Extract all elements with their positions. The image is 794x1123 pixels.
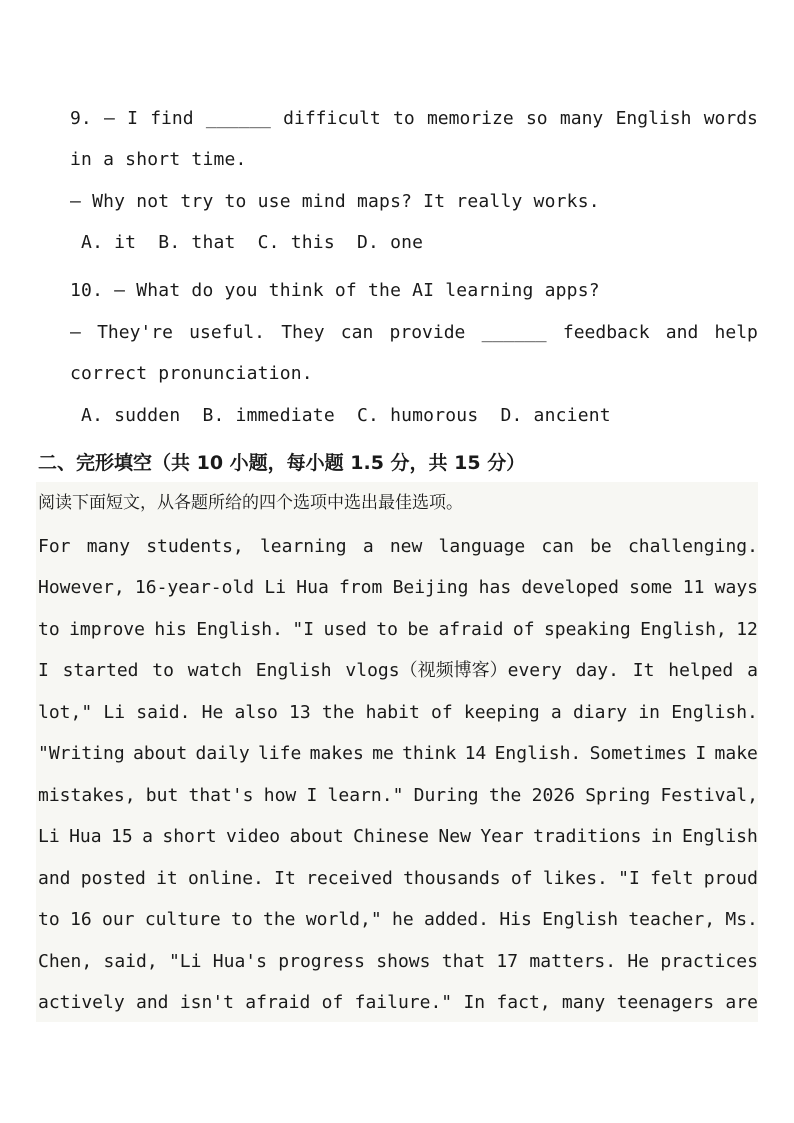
word: improve: [69, 619, 145, 640]
passage-line-words: [38, 659, 758, 683]
word: habit: [365, 702, 420, 723]
passage-line-words: [38, 950, 758, 974]
passage-line: [38, 659, 758, 683]
passage-line: [38, 784, 758, 808]
word: culture: [144, 909, 221, 930]
question-10-options: A. sudden B. immediate C. humorous D. ancient: [70, 405, 611, 426]
word: speaking: [543, 619, 631, 640]
word: failure.": [354, 992, 453, 1013]
word: it: [156, 868, 178, 889]
word: our: [102, 909, 135, 930]
word: useful.: [189, 322, 265, 343]
word: During: [413, 785, 479, 806]
passage-line: [38, 950, 758, 974]
word: and: [136, 992, 169, 1013]
word: 14: [464, 743, 487, 764]
passage-line-words: [38, 784, 758, 808]
word: 17: [496, 951, 519, 972]
word: said.: [136, 702, 191, 723]
word: "I: [292, 619, 315, 640]
word: to: [393, 108, 415, 129]
word: received: [306, 868, 393, 889]
word: words: [703, 108, 758, 129]
word: Beijing: [392, 577, 469, 598]
word: Li: [264, 577, 287, 598]
word: English,: [640, 619, 727, 640]
passage-line: [38, 576, 758, 600]
word: make: [714, 743, 758, 764]
word: teacher,: [628, 909, 716, 930]
word: isn't: [179, 992, 234, 1013]
word: to: [376, 619, 398, 640]
word: daily: [195, 743, 250, 764]
word: posted: [80, 868, 146, 889]
word: His: [499, 909, 532, 930]
word: short: [162, 826, 217, 847]
passage-line-words: [38, 867, 758, 891]
question-10-stem: 10. — What do you think of the AI learning apps?: [70, 280, 600, 301]
word: of: [431, 702, 453, 723]
passage-line-words: [38, 701, 758, 725]
word: lot,": [38, 702, 93, 723]
word: mistakes,: [38, 785, 136, 806]
word: Chen,: [38, 951, 93, 972]
word: to: [152, 660, 174, 681]
word: some: [629, 577, 673, 598]
word: his: [154, 619, 187, 640]
word: think: [402, 743, 457, 764]
passage-line-words: [38, 991, 758, 1015]
question-9-stem-line-2: in a short time.: [70, 149, 247, 170]
passage-line: [38, 742, 758, 766]
word: to: [231, 909, 253, 930]
word: difficult: [283, 108, 381, 129]
word: It: [632, 660, 655, 681]
word: of: [512, 619, 535, 640]
word: Spring: [585, 785, 651, 806]
word: New: [438, 826, 471, 847]
word: about: [133, 743, 188, 764]
word: to: [38, 909, 60, 930]
word: the: [488, 785, 522, 806]
word: helped: [668, 660, 734, 681]
word: learn.": [327, 785, 404, 806]
word: Sometimes: [589, 743, 688, 764]
word: 13: [289, 702, 311, 723]
word: English.: [671, 702, 758, 723]
word: ______: [481, 322, 547, 343]
question-9-stem-line-1: [70, 107, 758, 131]
word: —: [70, 322, 81, 343]
word: said,: [103, 951, 158, 972]
word: a: [142, 826, 153, 847]
word: In: [463, 992, 486, 1013]
word: of: [510, 868, 533, 889]
word: English: [255, 660, 332, 681]
word: many: [559, 108, 604, 129]
passage-line: [38, 991, 758, 1015]
word: new: [389, 536, 423, 557]
word: life: [257, 743, 302, 764]
word: the: [263, 909, 296, 930]
word: can: [541, 536, 574, 557]
word: a: [747, 660, 758, 681]
word: about: [289, 826, 344, 847]
word: provide: [389, 322, 466, 343]
word: can: [340, 322, 374, 343]
word: English: [681, 826, 758, 847]
word: They: [281, 322, 325, 343]
word: For: [38, 536, 71, 557]
word: many: [561, 992, 606, 1013]
word: language: [438, 536, 526, 557]
word: has: [478, 577, 512, 598]
word: He: [627, 951, 650, 972]
word: 2026: [531, 785, 575, 806]
word: students,: [146, 536, 244, 557]
word: I: [127, 108, 138, 129]
word: be: [407, 619, 430, 640]
word: world,": [305, 909, 382, 930]
word: English.: [494, 743, 582, 764]
word: English: [542, 909, 619, 930]
passage-line: [38, 825, 758, 849]
word: and: [38, 868, 71, 889]
word: However,: [38, 577, 125, 598]
passage-line: [38, 701, 758, 725]
word: traditions: [533, 826, 642, 847]
question-9-options: A. it B. that C. this D. one: [70, 232, 424, 253]
word: in: [638, 702, 661, 723]
word: ______: [205, 108, 271, 129]
passage-line: [38, 535, 758, 559]
word: makes: [309, 743, 364, 764]
word: —: [103, 108, 115, 129]
word: are: [725, 992, 758, 1013]
section-instruction: 阅读下面短文，从各题所给的四个选项中选出最佳选项。: [38, 493, 463, 513]
word: 12: [736, 619, 758, 640]
passage-line-words: [38, 825, 758, 849]
word: also: [234, 702, 278, 723]
word: a: [550, 702, 562, 723]
word: the: [321, 702, 355, 723]
word: Li: [103, 702, 126, 723]
word: I: [38, 660, 49, 681]
word: Year: [480, 826, 524, 847]
question-10-reply-line-1: [70, 321, 758, 345]
word: started: [62, 660, 139, 681]
word: 15: [111, 826, 133, 847]
question-10-reply-line-2: correct pronunciation.: [70, 363, 313, 384]
word: Hua's: [212, 951, 267, 972]
word: day.: [575, 660, 619, 681]
word: challenging.: [627, 536, 758, 557]
word: be: [590, 536, 612, 557]
word: Hua: [296, 577, 329, 598]
word: me: [372, 743, 394, 764]
word: Festival,: [660, 785, 758, 806]
word: practices: [660, 951, 758, 972]
passage-line: [38, 908, 758, 932]
word: afraid: [245, 992, 311, 1013]
word: "Li: [168, 951, 202, 972]
word: keeping: [463, 702, 540, 723]
question-9-stem-words: [70, 107, 758, 131]
word: They're: [97, 322, 173, 343]
passage-line-words: [38, 618, 758, 642]
word: shows: [376, 951, 431, 972]
word: 16: [70, 909, 92, 930]
word: learning: [259, 536, 347, 557]
word: It: [274, 868, 296, 889]
word: Hua: [69, 826, 102, 847]
word: find: [150, 108, 194, 129]
word: to: [38, 619, 60, 640]
word: afraid: [438, 619, 504, 640]
word: actively: [38, 992, 125, 1013]
passage-line-words: [38, 908, 758, 932]
word: online.: [188, 868, 264, 889]
word: diary: [572, 702, 628, 723]
word: fact,: [496, 992, 551, 1013]
word: ways: [714, 577, 758, 598]
word: teenagers: [616, 992, 715, 1013]
word: "Writing: [38, 743, 125, 764]
word: watch: [187, 660, 242, 681]
word: from: [339, 577, 383, 598]
word: vlogs（视频博客）every: [345, 660, 562, 681]
word: I: [306, 785, 318, 806]
passage-line: [38, 618, 758, 642]
passage-line-words: [38, 576, 758, 600]
word: thousands: [403, 868, 501, 889]
word: English.: [196, 619, 283, 640]
word: He: [201, 702, 224, 723]
word: but: [145, 785, 179, 806]
word: 11: [682, 577, 705, 598]
passage-line-words: [38, 535, 758, 559]
passage-line: [38, 867, 758, 891]
word: progress: [278, 951, 365, 972]
word: he: [392, 909, 414, 930]
word: used: [323, 619, 367, 640]
word: so: [525, 108, 548, 129]
section-title: 二、完形填空（共 10 小题，每小题 1.5 分，共 15 分）: [38, 452, 526, 474]
word: how: [263, 785, 297, 806]
word: 9.: [70, 108, 92, 129]
word: "I: [618, 868, 640, 889]
word: that's: [188, 785, 254, 806]
word: and: [665, 322, 699, 343]
passage-line-words: [38, 742, 758, 766]
word: developed: [521, 577, 619, 598]
word: that: [441, 951, 486, 972]
question-9-reply: — Why not try to use mind maps? It really works.: [70, 191, 600, 212]
word: memorize: [426, 108, 514, 129]
word: of: [321, 992, 344, 1013]
word: Li: [38, 826, 60, 847]
word: Ms.: [725, 909, 758, 930]
word: Chinese: [353, 826, 429, 847]
word: help: [714, 322, 758, 343]
word: added.: [424, 909, 490, 930]
question-10-reply-words: [70, 321, 758, 345]
word: video: [225, 826, 281, 847]
word: likes.: [542, 868, 608, 889]
word: I: [695, 743, 707, 764]
word: matters.: [529, 951, 617, 972]
word: feedback: [562, 322, 650, 343]
word: felt: [650, 868, 694, 889]
word: proud: [703, 868, 758, 889]
word: English: [615, 108, 692, 129]
word: many: [86, 536, 131, 557]
word: a: [362, 536, 374, 557]
word: in: [650, 826, 673, 847]
word: 16-year-old: [134, 577, 255, 598]
